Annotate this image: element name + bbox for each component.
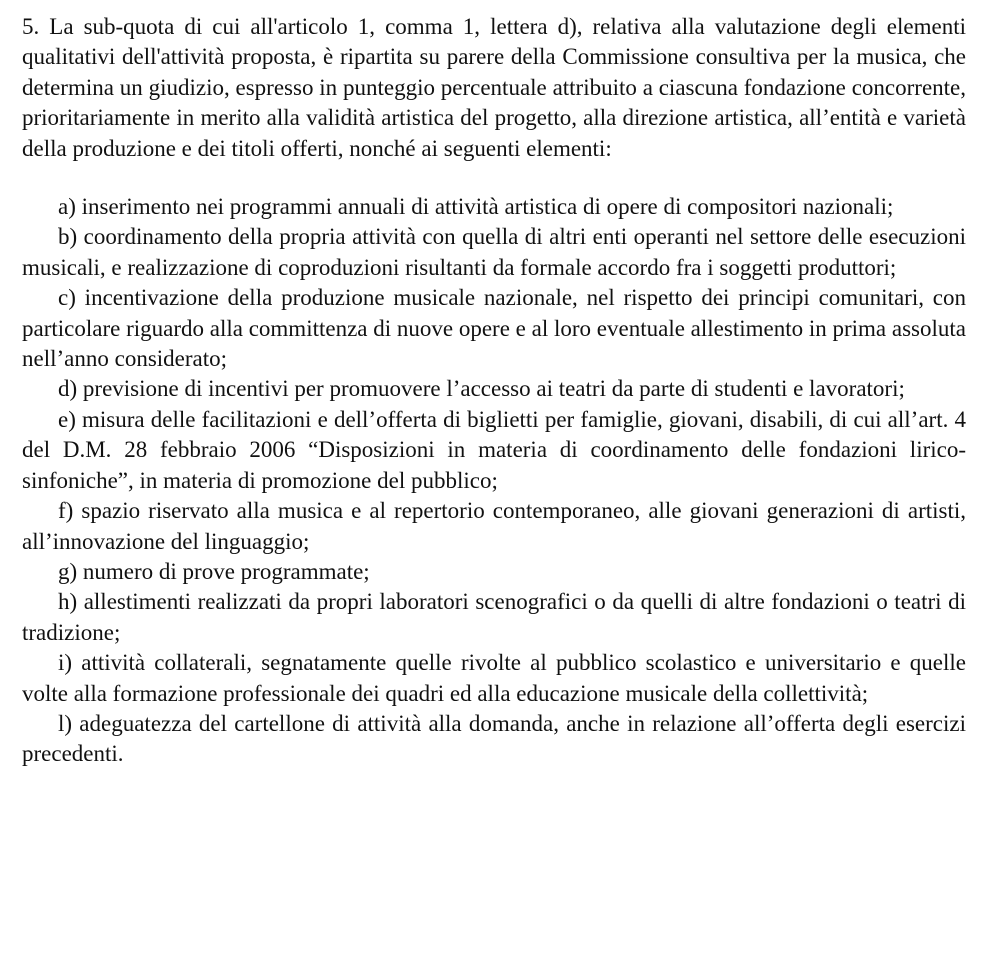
paragraph-spacer <box>22 164 966 192</box>
intro-paragraph: 5. La sub-quota di cui all'articolo 1, comma 1, lettera d), relativa alla valutazione degli elementi qualitativi dell'attività proposta, è ripartita su parere della Commissione consultiva per la musica, che determina un giudizio, espresso in punteggio percentuale attribuito a ciascuna fondazione concorrente, prioritariamente in merito alla validità artistica del progetto, alla direzione artistica, all’entità e varietà della produzione e dei titoli offerti, nonché ai seguenti elementi: <box>22 14 966 161</box>
list-item: i) attività collaterali, segnatamente quelle rivolte al pubblico scolastico e universitario e quelle volte alla formazione professionale dei quadri ed alla educazione musicale della collettività; <box>22 650 966 706</box>
list-item: b) coordinamento della propria attività con quella di altri enti operanti nel settore delle esecuzioni musicali, e realizzazione di coproduzioni risultanti da formale accordo fra i soggetti produttori; <box>22 224 966 280</box>
list-item: e) misura delle facilitazioni e dell’offerta di biglietti per famiglie, giovani, disabili, di cui all’art. 4 del D.M. 28 febbraio 2006 “Disposizioni in materia di coordinamento delle fondazioni lirico-sinfoniche”, in materia di promozione del pubblico; <box>22 406 966 493</box>
list-item: c) incentivazione della produzione musicale nazionale, nel rispetto dei principi comunitari, con particolare riguardo alla committenza di nuove opere e al loro eventuale allestimento in prima assoluta nell’anno considerato; <box>22 285 966 372</box>
list-item: d) previsione di incentivi per promuovere l’accesso ai teatri da parte di studenti e lavoratori; <box>58 376 905 402</box>
list-item: f) spazio riservato alla musica e al repertorio contemporaneo, alle giovani generazioni di artisti, all’innovazione del linguaggio; <box>22 498 966 554</box>
list-item: g) numero di prove programmate; <box>58 558 370 584</box>
criteria-list <box>22 192 966 770</box>
list-item: l) adeguatezza del cartellone di attività alla domanda, anche in relazione all’offerta degli esercizi precedenti. <box>22 710 966 767</box>
list-item: h) allestimenti realizzati da propri laboratori scenografici o da quelli di altre fondazioni o teatri di tradizione; <box>22 589 966 645</box>
document-page <box>22 12 966 770</box>
list-item: a) inserimento nei programmi annuali di attività artistica di opere di compositori nazionali; <box>58 194 894 220</box>
